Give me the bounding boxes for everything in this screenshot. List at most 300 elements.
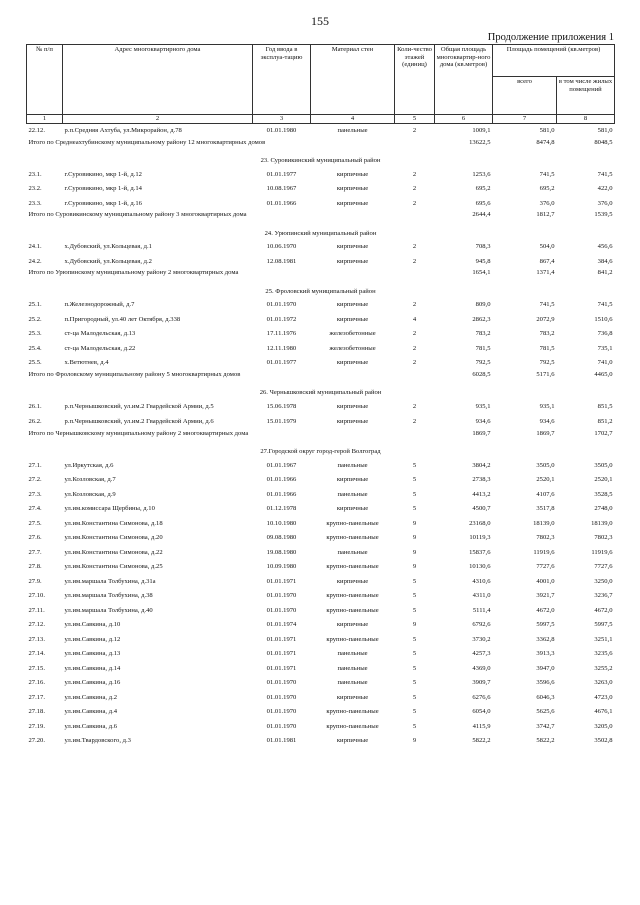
column-number: 7 bbox=[493, 115, 557, 124]
row-total-area: 809,0 bbox=[475, 301, 491, 309]
row-material: кирпичные bbox=[336, 693, 369, 701]
row-material: крупно-панельные bbox=[326, 592, 379, 600]
row-floors: 5 bbox=[412, 592, 417, 600]
header-floors: Коли-чество этажей (единиц) bbox=[395, 45, 435, 115]
row-number: 25.2. bbox=[28, 315, 42, 323]
row-year: 10.08.1967 bbox=[266, 185, 297, 193]
row-address: п.Железнодорожный, д.7 bbox=[64, 301, 135, 309]
row-total-area: 695,2 bbox=[475, 185, 491, 193]
total-area-living: 1539,5 bbox=[594, 211, 613, 218]
row-area-all: 3596,6 bbox=[536, 679, 555, 687]
row-floors: 5 bbox=[412, 693, 417, 701]
section-title: 24. Урюпинский муниципальный район bbox=[264, 229, 377, 237]
row-year: 15.01.1979 bbox=[266, 418, 297, 426]
table-row bbox=[27, 575, 615, 590]
row-material: железобетонные bbox=[329, 330, 376, 338]
column-number: 8 bbox=[557, 115, 615, 124]
total-area: 1869,7 bbox=[472, 429, 491, 437]
row-floors: 2 bbox=[412, 403, 417, 411]
row-floors: 9 bbox=[412, 519, 417, 527]
row-year: 01.01.1970 bbox=[266, 693, 297, 701]
row-floors: 5 bbox=[412, 490, 417, 498]
row-total-area: 2862,3 bbox=[472, 315, 491, 323]
row-area-living: 581,0 bbox=[597, 127, 613, 135]
row-area-living: 736,8 bbox=[597, 330, 613, 338]
row-area-all: 11919,6 bbox=[533, 548, 555, 556]
row-floors: 5 bbox=[412, 505, 417, 513]
row-number: 27.19. bbox=[28, 722, 45, 730]
row-area-living: 3235,6 bbox=[594, 650, 613, 658]
table-row bbox=[27, 313, 615, 328]
row-number: 27.4. bbox=[28, 505, 42, 513]
row-area-all: 4672,0 bbox=[536, 606, 555, 614]
row-year: 01.01.1981 bbox=[266, 737, 297, 745]
header-total-area: Общая площадь многоквартир-ного дома (кв.метров) bbox=[435, 45, 493, 115]
row-year: 01.01.1972 bbox=[266, 315, 297, 323]
table-row bbox=[27, 400, 615, 415]
row-floors: 2 bbox=[412, 359, 417, 367]
column-number: 1 bbox=[27, 115, 63, 124]
row-material: кирпичные bbox=[336, 243, 369, 251]
row-area-living: 11919,6 bbox=[591, 548, 613, 556]
table-row bbox=[27, 720, 615, 735]
total-area: 2644,4 bbox=[472, 211, 491, 218]
row-material: кирпичные bbox=[336, 403, 369, 411]
total-area-all: 1371,4 bbox=[536, 269, 555, 276]
row-total-area: 781,5 bbox=[475, 344, 491, 352]
row-area-living: 4723,0 bbox=[594, 693, 613, 701]
row-year: 01.01.1970 bbox=[266, 606, 297, 614]
row-address: х.Дубовский, ул.Кольцевая, д.2 bbox=[64, 257, 152, 265]
row-floors: 5 bbox=[412, 650, 417, 658]
column-number: 2 bbox=[63, 115, 253, 124]
row-number: 22.12. bbox=[28, 127, 45, 135]
row-number: 27.13. bbox=[28, 635, 45, 643]
row-area-living: 4676,1 bbox=[594, 708, 613, 716]
row-number: 27.10. bbox=[28, 592, 45, 600]
row-total-area: 708,3 bbox=[475, 243, 491, 251]
row-area-all: 7727,6 bbox=[536, 563, 555, 571]
table-row bbox=[27, 662, 615, 677]
total-area: 1654,1 bbox=[472, 269, 491, 276]
row-address: ул.Козловская, д.9 bbox=[64, 490, 116, 498]
row-area-all: 6046,3 bbox=[536, 693, 555, 701]
row-area-living: 3263,0 bbox=[594, 679, 613, 687]
row-number: 27.17. bbox=[28, 693, 45, 701]
row-address: ул.им.Савкина, д.10 bbox=[64, 621, 121, 629]
row-floors: 5 bbox=[412, 461, 417, 469]
row-area-living: 2748,0 bbox=[594, 505, 613, 513]
row-year: 10.06.1970 bbox=[266, 243, 297, 251]
row-floors: 2 bbox=[412, 257, 417, 265]
table-row bbox=[27, 705, 615, 720]
row-floors: 5 bbox=[412, 679, 417, 687]
row-total-area: 4257,3 bbox=[472, 650, 491, 658]
row-number: 27.8. bbox=[28, 563, 42, 571]
row-material: кирпичные bbox=[336, 418, 369, 426]
row-number: 23.2. bbox=[28, 185, 42, 193]
table-row bbox=[27, 356, 615, 371]
row-number: 25.1. bbox=[28, 301, 42, 309]
row-area-living: 3505,0 bbox=[594, 461, 613, 469]
table-row bbox=[27, 124, 615, 139]
row-area-all: 3921,7 bbox=[536, 592, 555, 600]
row-address: ул.им.Константина Симонова, д.20 bbox=[64, 534, 163, 542]
row-area-all: 741,5 bbox=[539, 301, 555, 309]
row-address: ул.им.Савкина, д.14 bbox=[64, 664, 121, 672]
row-total-area: 4310,6 bbox=[472, 577, 491, 585]
row-year: 01.01.1966 bbox=[266, 199, 297, 207]
header-address: Адрес многоквартирного дома bbox=[63, 45, 253, 115]
row-year: 19.08.1980 bbox=[266, 548, 297, 556]
row-material: крупно-панельные bbox=[326, 563, 379, 571]
row-area-all: 504,0 bbox=[539, 243, 555, 251]
row-area-all: 4107,6 bbox=[536, 490, 555, 498]
row-material: кирпичные bbox=[336, 301, 369, 309]
table-row bbox=[27, 517, 615, 532]
row-address: ул.им.Савкина, д.13 bbox=[64, 650, 121, 658]
row-number: 27.7. bbox=[28, 548, 42, 556]
row-total-area: 3730,2 bbox=[472, 635, 491, 643]
row-area-all: 3505,0 bbox=[536, 461, 555, 469]
table-row bbox=[27, 502, 615, 517]
row-address: ул.им.Твардовского, д.3 bbox=[64, 737, 131, 745]
row-material: кирпичные bbox=[336, 359, 369, 367]
row-total-area: 934,6 bbox=[475, 418, 491, 426]
row-material: панельные bbox=[337, 490, 368, 498]
row-total-area: 4115,9 bbox=[472, 722, 491, 730]
row-material: кирпичные bbox=[336, 185, 369, 193]
table-row bbox=[27, 560, 615, 575]
row-address: р.п.Чернышковский, ул.им.2 Гвардейской Армии, д.5 bbox=[64, 403, 214, 411]
district-total-row bbox=[27, 269, 615, 285]
row-area-living: 735,1 bbox=[597, 344, 613, 352]
row-area-all: 4001,0 bbox=[536, 577, 555, 585]
header-premises-all: всего bbox=[493, 77, 557, 115]
row-number: 27.12. bbox=[28, 621, 45, 629]
row-address: ст-ца Малодельская, д.22 bbox=[64, 344, 136, 352]
row-material: кирпичные bbox=[336, 170, 369, 178]
row-address: х.Ветютнев, д.4 bbox=[64, 359, 109, 367]
row-area-living: 3255,2 bbox=[594, 664, 613, 672]
page-number: 155 bbox=[311, 14, 329, 28]
row-year: 01.01.1970 bbox=[266, 722, 297, 730]
table-row bbox=[27, 168, 615, 183]
row-number: 27.11. bbox=[28, 606, 45, 614]
row-year: 01.01.1970 bbox=[266, 708, 297, 716]
row-material: панельные bbox=[337, 461, 368, 469]
total-area-all: 1812,7 bbox=[536, 211, 555, 218]
row-area-all: 3947,0 bbox=[536, 664, 555, 672]
row-floors: 5 bbox=[412, 722, 417, 730]
row-material: крупно-панельные bbox=[326, 722, 379, 730]
row-total-area: 15837,6 bbox=[469, 548, 491, 556]
row-area-all: 783,2 bbox=[539, 330, 555, 338]
column-number: 6 bbox=[435, 115, 493, 124]
row-number: 27.5. bbox=[28, 519, 42, 527]
row-number: 27.2. bbox=[28, 476, 42, 484]
row-material: панельные bbox=[337, 127, 368, 135]
row-floors: 2 bbox=[412, 185, 417, 193]
row-material: крупно-панельные bbox=[326, 708, 379, 716]
row-number: 23.3. bbox=[28, 199, 42, 207]
apartment-buildings-table bbox=[26, 44, 615, 749]
total-area-living: 8048,5 bbox=[594, 138, 613, 146]
column-number: 5 bbox=[395, 115, 435, 124]
table-row bbox=[27, 415, 615, 430]
row-address: ст-ца Малодельская, д.13 bbox=[64, 330, 136, 338]
row-floors: 9 bbox=[412, 737, 417, 745]
row-total-area: 4369,0 bbox=[472, 664, 491, 672]
row-floors: 9 bbox=[412, 534, 417, 542]
total-label: Итого по Среднеахтубинскому муниципальному району 12 многоквартирных домов bbox=[28, 138, 266, 146]
row-year: 01.01.1970 bbox=[266, 679, 297, 687]
row-number: 24.2. bbox=[28, 257, 42, 265]
row-total-area: 4311,0 bbox=[472, 592, 491, 600]
total-area-all: 8474,8 bbox=[536, 138, 555, 146]
row-address: ул.Козловская, д.7 bbox=[64, 476, 116, 484]
row-address: г.Суровикино, мкр 1-й, д.14 bbox=[64, 185, 142, 193]
row-area-all: 2520,1 bbox=[536, 476, 555, 484]
row-floors: 5 bbox=[412, 577, 417, 585]
row-total-area: 2738,3 bbox=[472, 476, 491, 484]
row-address: п.Пригородный, ул.40 лет Октября, д.338 bbox=[64, 315, 181, 323]
section-title: 27.Городской округ город-герой Волгоград bbox=[260, 448, 381, 456]
row-total-area: 1253,6 bbox=[472, 170, 491, 178]
district-section-heading bbox=[27, 446, 615, 459]
row-number: 25.4. bbox=[28, 344, 42, 352]
row-area-all: 792,5 bbox=[539, 359, 555, 367]
row-area-living: 741,0 bbox=[597, 359, 613, 367]
row-address: ул.им.Савкина, д.12 bbox=[64, 635, 121, 643]
district-section-heading bbox=[27, 285, 615, 298]
row-year: 01.01.1971 bbox=[266, 664, 297, 672]
row-area-living: 422,0 bbox=[597, 185, 613, 193]
row-number: 27.18. bbox=[28, 708, 45, 716]
row-total-area: 945,8 bbox=[475, 257, 491, 265]
section-title: 23. Суровикинский муниципальный район bbox=[260, 157, 381, 165]
row-area-all: 581,0 bbox=[539, 127, 555, 135]
district-section-heading bbox=[27, 227, 615, 240]
row-floors: 5 bbox=[412, 708, 417, 716]
row-floors: 2 bbox=[412, 199, 417, 207]
table-row bbox=[27, 647, 615, 662]
row-area-all: 935,1 bbox=[539, 403, 555, 411]
row-number: 26.2. bbox=[28, 418, 42, 426]
row-area-living: 7727,6 bbox=[594, 563, 613, 571]
row-area-living: 5997,5 bbox=[594, 621, 613, 629]
row-area-all: 3517,8 bbox=[536, 505, 555, 513]
row-area-all: 2072,9 bbox=[536, 315, 555, 323]
row-total-area: 783,2 bbox=[475, 330, 491, 338]
row-total-area: 6276,6 bbox=[472, 693, 491, 701]
row-area-all: 7802,3 bbox=[536, 534, 555, 542]
row-total-area: 6792,6 bbox=[472, 621, 491, 629]
row-floors: 5 bbox=[412, 664, 417, 672]
row-area-living: 3502,8 bbox=[594, 737, 613, 745]
row-floors: 5 bbox=[412, 476, 417, 484]
total-area-all: 5171,6 bbox=[536, 370, 555, 378]
header-year: Год ввода в эксплуа-тацию bbox=[253, 45, 311, 115]
row-address: ул.им.Константина Симонова, д.25 bbox=[64, 563, 163, 571]
row-address: ул.им.Савкина, д.2 bbox=[64, 693, 118, 701]
row-address: р.п.Чернышковский, ул.им.2 Гвардейской Армии, д.6 bbox=[64, 418, 214, 426]
row-area-living: 456,6 bbox=[597, 243, 613, 251]
row-total-area: 935,1 bbox=[475, 403, 491, 411]
row-year: 01.01.1971 bbox=[266, 635, 297, 643]
row-area-living: 741,5 bbox=[597, 301, 613, 309]
row-total-area: 3804,2 bbox=[472, 461, 491, 469]
row-area-all: 376,0 bbox=[539, 199, 555, 207]
row-total-area: 23168,0 bbox=[469, 519, 491, 527]
row-year: 01.01.1977 bbox=[266, 359, 297, 367]
row-floors: 9 bbox=[412, 548, 417, 556]
table-row bbox=[27, 459, 615, 474]
row-floors: 5 bbox=[412, 635, 417, 643]
row-address: ул.им.Савкина, д.16 bbox=[64, 679, 121, 687]
district-total-row bbox=[27, 371, 615, 387]
row-floors: 2 bbox=[412, 243, 417, 251]
row-address: р.п.Средняя Ахтуба, ул.Микрорайон, д.78 bbox=[64, 127, 182, 135]
row-year: 09.08.1980 bbox=[266, 534, 297, 542]
row-total-area: 4413,2 bbox=[472, 490, 491, 498]
total-area-living: 841,2 bbox=[597, 269, 613, 276]
row-floors: 2 bbox=[412, 344, 417, 352]
row-area-living: 3251,1 bbox=[594, 635, 613, 643]
section-title: 26. Чернышковский муниципальный район bbox=[259, 389, 382, 397]
header-premises: Площадь помещений (кв.метров) bbox=[493, 45, 615, 77]
column-number: 3 bbox=[253, 115, 311, 124]
row-floors: 4 bbox=[412, 315, 417, 323]
header-premises-living: в том числе жилых помещений bbox=[557, 77, 615, 115]
row-area-living: 851,5 bbox=[597, 403, 613, 411]
row-material: панельные bbox=[337, 650, 368, 658]
row-address: ул.им.маршала Толбухина, д.31а bbox=[64, 577, 156, 585]
row-year: 10.09.1980 bbox=[266, 563, 297, 571]
row-year: 01.01.1974 bbox=[266, 621, 297, 629]
table-row bbox=[27, 604, 615, 619]
row-material: кирпичные bbox=[336, 476, 369, 484]
row-number: 27.3. bbox=[28, 490, 42, 498]
row-year: 01.01.1977 bbox=[266, 170, 297, 178]
row-year: 01.12.1978 bbox=[266, 505, 297, 513]
row-material: кирпичные bbox=[336, 505, 369, 513]
row-year: 01.01.1967 bbox=[266, 461, 297, 469]
header-num: № п/п bbox=[27, 45, 63, 115]
row-year: 01.01.1970 bbox=[266, 301, 297, 309]
table-row bbox=[27, 197, 615, 212]
row-floors: 2 bbox=[412, 127, 417, 135]
total-label: Итого по Суровикинскому муниципальному району 3 многоквартирных дома bbox=[28, 211, 247, 218]
district-total-row bbox=[27, 211, 615, 227]
row-area-all: 18139,0 bbox=[533, 519, 555, 527]
row-area-all: 5997,5 bbox=[536, 621, 555, 629]
row-total-area: 695,6 bbox=[475, 199, 491, 207]
total-area: 6028,5 bbox=[472, 370, 491, 378]
row-number: 23.1. bbox=[28, 170, 42, 178]
total-area-living: 1702,7 bbox=[594, 429, 613, 437]
row-area-all: 695,2 bbox=[539, 185, 555, 193]
table-row bbox=[27, 691, 615, 706]
table-row bbox=[27, 240, 615, 255]
row-number: 27.20. bbox=[28, 737, 45, 745]
row-address: ул.им.маршала Толбухина, д.38 bbox=[64, 592, 153, 600]
table-row bbox=[27, 298, 615, 313]
row-floors: 5 bbox=[412, 606, 417, 614]
header-material: Материал стен bbox=[311, 45, 395, 115]
row-address: ул.им.Савкина, д.4 bbox=[64, 708, 118, 716]
row-number: 26.1. bbox=[28, 403, 42, 411]
row-year: 01.01.1980 bbox=[266, 127, 297, 135]
table-row bbox=[27, 473, 615, 488]
column-number: 4 bbox=[311, 115, 395, 124]
row-area-living: 376,0 bbox=[597, 199, 613, 207]
table-row bbox=[27, 734, 615, 749]
row-area-all: 867,4 bbox=[539, 257, 555, 265]
table-row bbox=[27, 182, 615, 197]
table-row bbox=[27, 546, 615, 561]
row-year: 15.06.1978 bbox=[266, 403, 297, 411]
row-number: 27.15. bbox=[28, 664, 45, 672]
district-total-row bbox=[27, 430, 615, 446]
row-total-area: 792,5 bbox=[475, 359, 491, 367]
row-total-area: 10119,3 bbox=[469, 534, 491, 542]
row-material: железобетонные bbox=[329, 344, 376, 352]
row-material: крупно-панельные bbox=[326, 519, 379, 527]
row-number: 27.14. bbox=[28, 650, 45, 658]
total-area-living: 4465,0 bbox=[594, 370, 613, 378]
row-area-all: 3362,8 bbox=[536, 635, 555, 643]
row-number: 25.3. bbox=[28, 330, 42, 338]
row-total-area: 4500,7 bbox=[472, 505, 491, 513]
row-year: 01.01.1971 bbox=[266, 577, 297, 585]
row-year: 12.08.1981 bbox=[266, 257, 297, 265]
row-floors: 2 bbox=[412, 170, 417, 178]
row-area-living: 3205,0 bbox=[594, 722, 613, 730]
row-year: 01.01.1971 bbox=[266, 650, 297, 658]
appendix-continuation-title: Продолжение приложения 1 bbox=[487, 32, 614, 43]
row-material: крупно-панельные bbox=[326, 606, 379, 614]
row-material: панельные bbox=[337, 548, 368, 556]
total-label: Итого по Чернышковскому муниципальному району 2 многоквартирных дома bbox=[28, 429, 249, 437]
row-area-living: 2520,1 bbox=[594, 476, 613, 484]
table-header bbox=[27, 45, 615, 124]
row-number: 27.1. bbox=[28, 461, 42, 469]
row-address: г.Суровикино, мкр 1-й, д.12 bbox=[64, 170, 142, 178]
row-area-living: 1510,6 bbox=[594, 315, 613, 323]
row-area-all: 5625,6 bbox=[536, 708, 555, 716]
district-total-row bbox=[27, 139, 615, 155]
row-year: 01.01.1970 bbox=[266, 592, 297, 600]
row-material: кирпичные bbox=[336, 737, 369, 745]
table-row bbox=[27, 676, 615, 691]
row-floors: 2 bbox=[412, 418, 417, 426]
row-total-area: 3909,7 bbox=[472, 679, 491, 687]
row-area-living: 851,2 bbox=[597, 418, 613, 426]
row-area-living: 4672,0 bbox=[594, 606, 613, 614]
row-number: 25.5. bbox=[28, 359, 42, 367]
table-body bbox=[27, 124, 615, 749]
row-area-all: 934,6 bbox=[539, 418, 555, 426]
row-floors: 2 bbox=[412, 301, 417, 309]
table-row bbox=[27, 342, 615, 357]
table-row bbox=[27, 255, 615, 270]
row-area-living: 741,5 bbox=[597, 170, 613, 178]
row-area-living: 18139,0 bbox=[591, 519, 613, 527]
row-address: х.Дубовский, ул.Кольцевая, д.1 bbox=[64, 243, 152, 251]
row-area-all: 781,5 bbox=[539, 344, 555, 352]
row-address: ул.им.Савкина, д.6 bbox=[64, 722, 118, 730]
